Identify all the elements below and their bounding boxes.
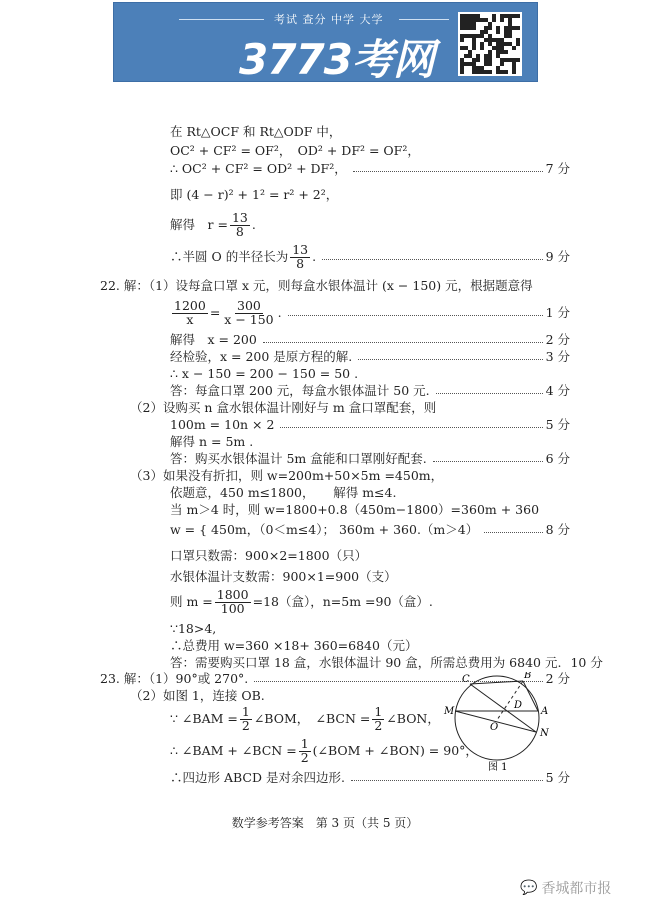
qr-cell: [460, 70, 464, 74]
dotted-leader: [263, 342, 543, 343]
answer-line: [100, 278, 570, 294]
score-mark: 5 分: [545, 770, 570, 785]
site-banner[interactable]: [113, 2, 538, 82]
text-run: ∴四边形 ABCD 是对余四边形.: [170, 770, 345, 785]
line-text: [170, 244, 316, 270]
point-label: N: [540, 728, 549, 739]
text-run: ∴ OC² + CF² = OD² + DF²，: [170, 161, 347, 176]
fraction: [230, 212, 250, 238]
qr-cell: [508, 34, 512, 38]
text-run: （2）设购买 n 盒水银体温计刚好与 m 盒口罩配套，则: [130, 400, 437, 415]
answer-line: [170, 548, 570, 564]
text-run: 当 m＞4 时，则 w=1800+0.8（450m−1800）=360m + 360: [170, 502, 540, 517]
denominator: 2: [241, 717, 250, 733]
answer-line: [170, 332, 570, 348]
text-run: ∵ ∠BAM =: [170, 711, 238, 726]
score-mark: 4 分: [545, 383, 570, 398]
qr-cell: [496, 30, 500, 34]
text-run: ∴半圆 O 的半径长为: [170, 249, 289, 264]
text-run: 答：购买水银体温计 5m 盒能和口罩刚好配套.: [170, 451, 427, 466]
qr-cell: [504, 70, 508, 74]
score-mark: 3 分: [545, 349, 570, 364]
line-text: [170, 187, 338, 203]
point-label: O: [490, 722, 499, 733]
text-run: 经检验，x = 200 是原方程的解.: [170, 349, 353, 364]
answer-line: [170, 655, 603, 671]
qr-cell: [516, 42, 520, 46]
denominator: 2: [374, 717, 383, 733]
site-logo: 3773考网: [239, 35, 434, 84]
score-mark: 6 分: [545, 451, 570, 466]
fraction: [215, 589, 251, 615]
text-run: 即 (4 − r)² + 1² = r² + 2²，: [170, 187, 339, 202]
fraction: [222, 300, 275, 326]
fraction: [172, 300, 208, 326]
qr-cell: [460, 38, 464, 42]
text-run: .: [277, 305, 282, 320]
text-run: 依题意，450 m≤1800， 解得 m≤4.: [170, 485, 397, 500]
page-footer: 数学参考答案 第 3 页（共 5 页）: [231, 816, 419, 830]
point-label: D: [514, 700, 523, 711]
qr-cell: [516, 26, 520, 30]
qr-cell: [488, 26, 492, 30]
line-text: [170, 417, 274, 433]
score-mark: 10 分: [570, 655, 603, 670]
watermark-text: 香城都市报: [541, 881, 612, 897]
fraction: [290, 244, 310, 270]
text-run: 解得 r =: [170, 217, 228, 232]
text-run: ∠BON，: [386, 711, 440, 726]
denominator: 8: [296, 255, 305, 271]
qr-cell: [512, 46, 516, 50]
qr-cell: [488, 70, 492, 74]
circle-figure: [440, 672, 570, 772]
banner-tagline: 考试 查分 中学 大学: [274, 13, 384, 26]
divider: [399, 19, 449, 20]
numerator: 1: [300, 736, 309, 751]
score-mark: 5 分: [545, 417, 570, 432]
score-mark: 1 分: [545, 305, 570, 320]
denominator: x: [186, 311, 194, 327]
text-run: ∵18>4,: [170, 621, 217, 636]
text-run: 解得 n = 5m .: [170, 434, 254, 449]
text-run: 答：每盒口罩 200 元，每盒水银体温计 50 元.: [170, 383, 430, 398]
fraction: [240, 706, 252, 732]
line-text: [170, 485, 396, 501]
answer-line: [130, 400, 570, 416]
line-text: [100, 671, 248, 687]
line-text: [170, 434, 253, 450]
answer-line: [170, 383, 570, 399]
line-text: [170, 589, 433, 615]
dotted-leader: [436, 393, 543, 394]
answer-line: [170, 451, 570, 467]
dotted-leader: [322, 259, 542, 260]
line-text: [170, 124, 341, 140]
text-run: ∴ ∠BAM + ∠BCN =: [170, 743, 297, 758]
line-text: [170, 451, 427, 467]
line-text: [170, 548, 367, 564]
fraction: [299, 738, 311, 764]
text-run: OC² + CF² = OF²， OD² + DF² = OF²，: [170, 143, 420, 158]
text-run: =: [209, 305, 221, 320]
answer-line: [170, 417, 570, 433]
qr-cell: [476, 58, 480, 62]
answer-line: [170, 366, 570, 382]
text-run: 在 Rt△OCF 和 Rt△ODF 中，: [170, 124, 342, 139]
answer-line: [170, 124, 570, 140]
answer-line: [170, 300, 570, 326]
answer-line: [170, 522, 570, 538]
text-run: 口罩只数需：900×2=1800（只）: [170, 548, 368, 563]
text-run: .: [251, 217, 256, 232]
qr-cell: [488, 62, 492, 66]
numerator: 1800: [216, 587, 249, 602]
line-text: [170, 655, 561, 671]
figure-caption: 图 1: [488, 762, 508, 772]
qr-cell: [492, 18, 496, 22]
text-run: =18（盒），n=5m =90（盒）.: [252, 594, 433, 609]
text-run: (∠BOM + ∠BON) = 90°，: [312, 743, 478, 758]
watermark: [520, 878, 611, 898]
numerator: 1: [241, 704, 250, 719]
text-run: ∴ x − 150 = 200 − 150 = 50 .: [170, 366, 359, 381]
answer-line: [130, 468, 570, 484]
point-label: A: [541, 706, 549, 717]
answer-line: [170, 244, 570, 270]
answer-line: [170, 212, 570, 238]
line-text: [130, 688, 265, 704]
text-run: ∠BOM， ∠BCN =: [253, 711, 371, 726]
text-run: 解得 x = 200: [170, 332, 257, 347]
text-run: （3）如果没有折扣，则 w=200m+50×5m =450m，: [130, 468, 444, 483]
dotted-leader: [358, 359, 542, 360]
answer-line: [170, 502, 570, 518]
wechat-icon: 💬: [520, 880, 538, 896]
answer-line: [170, 349, 570, 365]
line-text: [170, 143, 420, 159]
line-text: [170, 569, 397, 585]
line-text: [170, 738, 478, 764]
qr-cell: [500, 62, 504, 66]
line-text: [170, 366, 358, 382]
dotted-leader: [353, 171, 543, 172]
text-run: 答：需要购买口罩 18 盒，水银体温计 90 盒，所需总费用为 6840 元.: [170, 655, 562, 670]
text-run: 23. 解：（1）90°或 270°.: [100, 671, 249, 686]
line-text: [170, 332, 257, 348]
denominator: x − 150: [224, 311, 274, 327]
numerator: 1200: [174, 298, 206, 313]
numerator: 1: [374, 704, 383, 719]
answer-line: [170, 770, 570, 786]
text-run: 22. 解：（1）设每盒口罩 x 元，则每盒水银体温计 (x − 150) 元，根据题意得: [100, 278, 533, 293]
score-mark: 2 分: [545, 671, 570, 686]
answer-line: [170, 589, 570, 615]
answer-line: [170, 187, 570, 203]
text-run: （2）如图 1，连接 OB.: [130, 688, 265, 703]
score-mark: 7 分: [545, 161, 570, 176]
line-text: [170, 300, 282, 326]
answer-line: [170, 569, 570, 585]
line-text: [170, 161, 347, 177]
line-text: [100, 278, 533, 294]
qr-cell: [504, 50, 508, 54]
denominator: 2: [300, 749, 309, 765]
numerator: 13: [292, 242, 309, 257]
fraction: [372, 706, 384, 732]
score-mark: 2 分: [545, 332, 570, 347]
denominator: 100: [220, 600, 245, 616]
text-run: 则 m =: [170, 594, 213, 609]
point-label: M: [444, 706, 455, 717]
qr-cell: [472, 46, 476, 50]
text-run: ∴总费用 w=360 ×18+ 360=6840（元）: [170, 638, 418, 653]
score-mark: 8 分: [545, 522, 570, 537]
text-run: 100m = 10n × 2: [170, 417, 275, 432]
numerator: 13: [231, 210, 248, 225]
text-run: .: [312, 249, 317, 264]
qr-cell: [500, 18, 504, 22]
dotted-leader: [351, 780, 543, 781]
text-run: w = { 450m，（0＜m≤4）； 360m + 360.（m＞4）: [170, 522, 479, 537]
answer-line: [170, 161, 570, 177]
answer-line: [170, 434, 570, 450]
point-label: B: [524, 672, 532, 681]
score-mark: 9 分: [545, 249, 570, 264]
line-text: [170, 502, 539, 518]
numerator: 300: [237, 298, 261, 313]
qr-cell: [512, 70, 516, 74]
line-text: [170, 349, 352, 365]
answer-line: [170, 143, 570, 159]
line-text: [170, 383, 430, 399]
dotted-leader: [280, 427, 542, 428]
divider: [179, 19, 264, 20]
qr-cell: [516, 14, 520, 18]
dotted-leader: [484, 532, 542, 533]
qr-cell: [472, 26, 476, 30]
answer-line: [170, 621, 570, 637]
line-text: [170, 706, 440, 732]
dotted-leader: [433, 461, 543, 462]
line-text: [170, 770, 345, 786]
answer-line: [170, 638, 570, 654]
denominator: 8: [235, 223, 244, 239]
line-text: [130, 468, 443, 484]
text-run: 水银体温计支数需：900×1=900（支）: [170, 569, 397, 584]
dotted-leader: [288, 315, 543, 316]
point-label: C: [462, 674, 470, 685]
line-text: [170, 621, 216, 637]
line-text: [130, 400, 436, 416]
qr-cell: [516, 58, 520, 62]
line-text: [170, 522, 478, 538]
qr-code: [458, 12, 522, 76]
qr-cell: [480, 46, 484, 50]
line-text: [170, 638, 417, 654]
answer-line: [170, 485, 570, 501]
line-text: [170, 212, 256, 238]
